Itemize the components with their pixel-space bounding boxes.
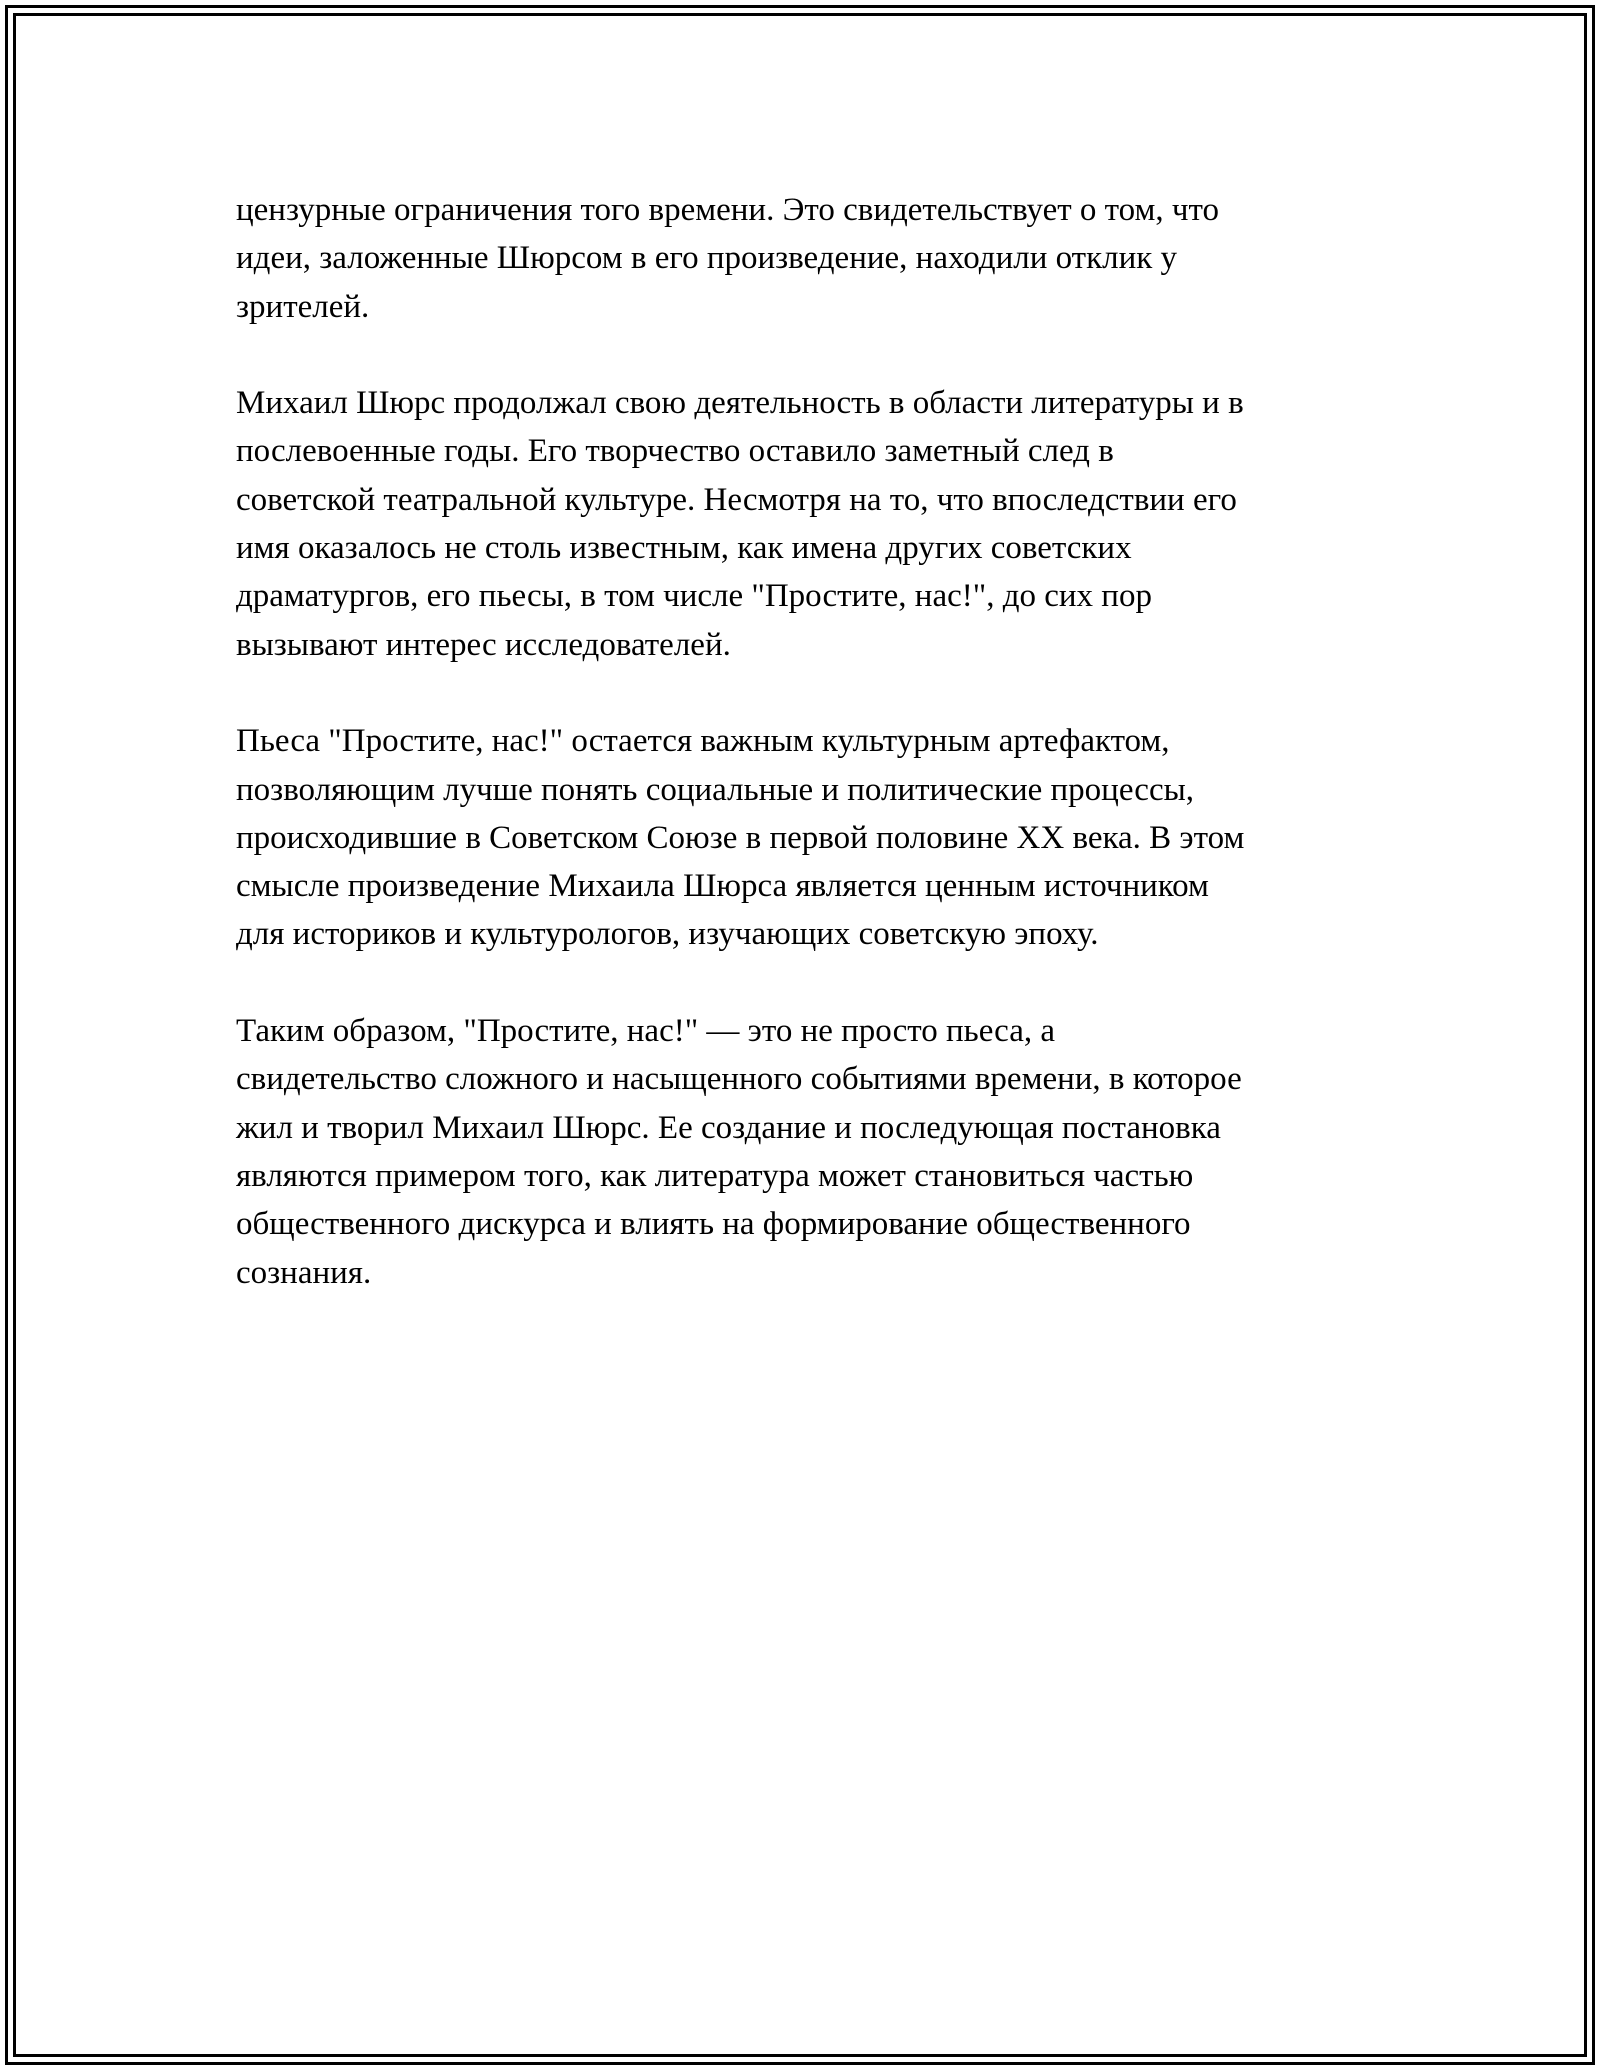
document-body bbox=[236, 186, 1366, 1345]
paragraph-conclusion: Таким образом, "Простите, нас!" — это не просто пьеса, а свидетельство сложного и насыщенного событиями времени, в которое жил и творил Михаил Шюрс. Ее создание и последующая постановка являются примером того, как литература может становиться частью общественного дискурса и влиять на формирование общественного сознания. bbox=[236, 1013, 1242, 1291]
paragraph-censorship-response: цензурные ограничения того времени. Это свидетельствует о том, что идеи, заложенные Шюрсом в его произведение, находили отклик у зрителей. bbox=[236, 192, 1219, 325]
paragraph-postwar-career: Михаил Шюрс продолжал свою деятельность в области литературы и в послевоенные годы. Его творчество оставило заметный след в советской театральной культуре. Несмотря на то, что впоследствии его имя оказалось не столь известным, как имена других советских драматургов, его пьесы, в том числе "Простите, нас!", до сих пор вызывают интерес исследователей. bbox=[236, 385, 1244, 663]
paragraph-cultural-artifact: Пьеса "Простите, нас!" остается важным культурным артефактом, позволяющим лучше понять социальные и политические процессы, происходившие в Советском Союзе в первой половине XX века. В этом смысле произведение Михаила Шюрса является ценным источником для историков и культурологов, изучающих советскую эпоху. bbox=[236, 723, 1245, 953]
